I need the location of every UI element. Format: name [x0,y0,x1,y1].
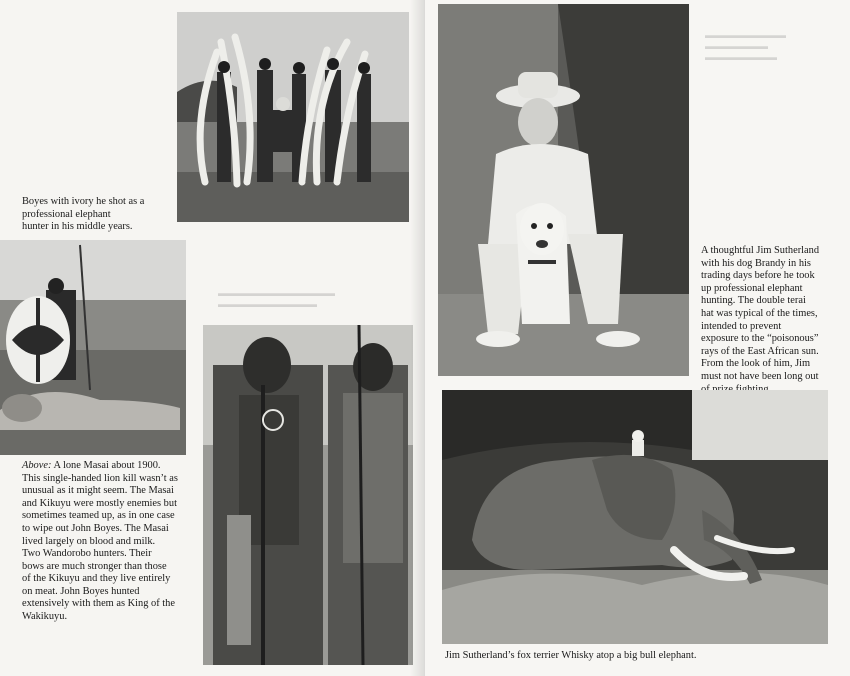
sutherland-dog-photo [438,4,689,376]
elephant-photo [442,390,828,644]
sutherland-caption: A thoughtful Jim Sutherland with his dog Brandy in his trading days before he took up professional elephant hunting. The double terai hat was typical of the times, intended to prevent exposure to the “poisonous” rays of the East African sun. From the look of him, Jim must not have been long out [701,245,820,382]
bleed-through-text-right: ▬▬▬▬▬▬▬▬▬ ▬▬▬▬▬▬▬ ▬▬▬▬▬▬▬▬ [705,30,786,62]
wandorobo-photo [203,325,413,665]
masai-caption: Above: A lone Masai about 1900. This single-handed lion kill wasn’t as unusual as it might seem. The Masai and Kikuyu were mostly enemies but sometimes teamed up, as in one case to wipe out John Boyes. The Masai lived largely on blood and milk. [22,460,178,547]
bleed-through-text: ▬▬▬▬▬▬▬▬▬▬▬▬▬ ▬▬▬▬▬▬▬▬▬▬▬ [218,288,335,309]
ivory-caption: Boyes with ivory he shot as a professional elephant hunter in his middle years. [22,196,145,233]
right-page [425,0,850,676]
masai-caption-lead: Above: [22,460,52,471]
elephant-caption: Jim Sutherland’s fox terrier Whisky atop a big bull elephant. [445,650,697,661]
masai-lion-photo [0,240,186,455]
wandorobo-caption: Two Wandorobo hunters. Their bows are much stronger than those of the Kikuyu and they live entirely on meat. John Boyes hunted extensively with them as King of the Wakikuyu. [22,548,175,622]
ivory-photo [177,12,409,222]
